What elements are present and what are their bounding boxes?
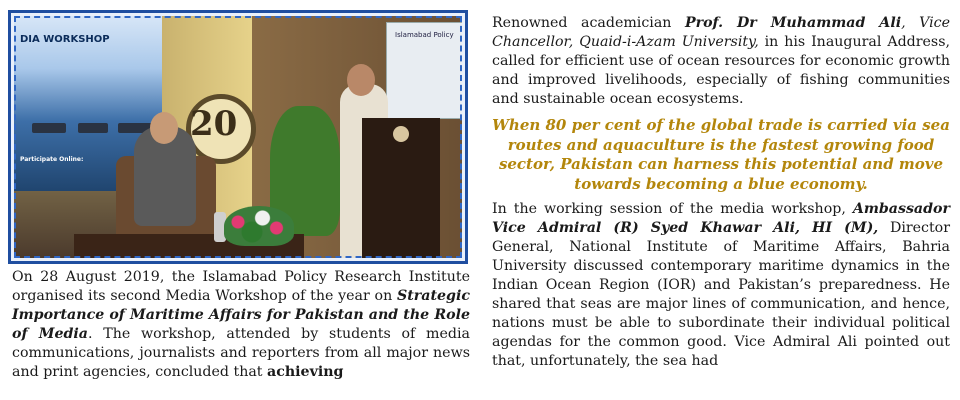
pull-quote: When 80 per cent of the global trade is carried via sea routes and aquaculture is the fastest growing food sector, Pakistan can harness this potential and move towards becoming a blue economy.	[492, 116, 950, 193]
ambassador-name: Ambassador Vice Admiral (R) Syed Khawar Ali, HI (M),	[492, 201, 950, 236]
working-session-paragraph	[492, 200, 950, 371]
left-text-part: On 28 August 2019, the Islamabad Policy Research Institute organised its second Media Workshop of the year on	[12, 269, 470, 304]
left-text-part: . The workshop, attended by students of media communications, journalists and reporters from all major news and print agencies, concluded that	[12, 326, 470, 380]
right-column	[492, 14, 950, 371]
podium-logo-icon	[393, 126, 409, 142]
right-text-part: Renowned academician	[492, 15, 685, 31]
screen-text: Islamabad Policy	[395, 31, 454, 39]
workshop-title: Strategic Importance of Maritime Affairs for Pakistan and the Role of Media	[12, 288, 470, 342]
workshop-photo-frame	[8, 10, 468, 264]
anniversary-logo-number: 20	[190, 104, 238, 144]
speaker-name: Prof. Dr Muhammad Ali	[684, 15, 902, 31]
left-column-text	[12, 268, 470, 382]
inaugural-paragraph	[492, 14, 950, 109]
projector-screen	[386, 22, 462, 119]
left-text-bold: achieving	[267, 364, 344, 380]
banner-title: DIA WORKSHOP	[20, 34, 110, 45]
workshop-photo	[14, 16, 462, 258]
flower-arrangement	[224, 206, 294, 246]
right-text-part: in his Inaugural Address, called for efficient use of ocean resources for economic growth and improved livelihoods, especially of fishing communities and sustainable ocean ecosystems.	[492, 34, 950, 107]
ship-icon	[32, 123, 66, 133]
speaker-role: , Vice Chancellor, Quaid-i-Azam University,	[492, 15, 950, 50]
ship-icon	[78, 123, 108, 133]
seated-guest-head	[150, 112, 178, 144]
right-text-part: Director General, National Institute of Maritime Affairs, Bahria University discussed contemporary maritime dynamics in the Indian Ocean Region (IOR) and Pakistan’s preparedness. He shared that seas are major lines of communication, and hence, nations must be able to subordinate their individual political agendas for the common good. Vice Admiral Ali pointed out that, unfortunately, the sea had	[492, 220, 951, 369]
banner-subtitle: Participate Online:	[20, 156, 84, 163]
speaker-head	[347, 64, 375, 96]
right-text-part: In the working session of the media workshop,	[492, 201, 853, 217]
